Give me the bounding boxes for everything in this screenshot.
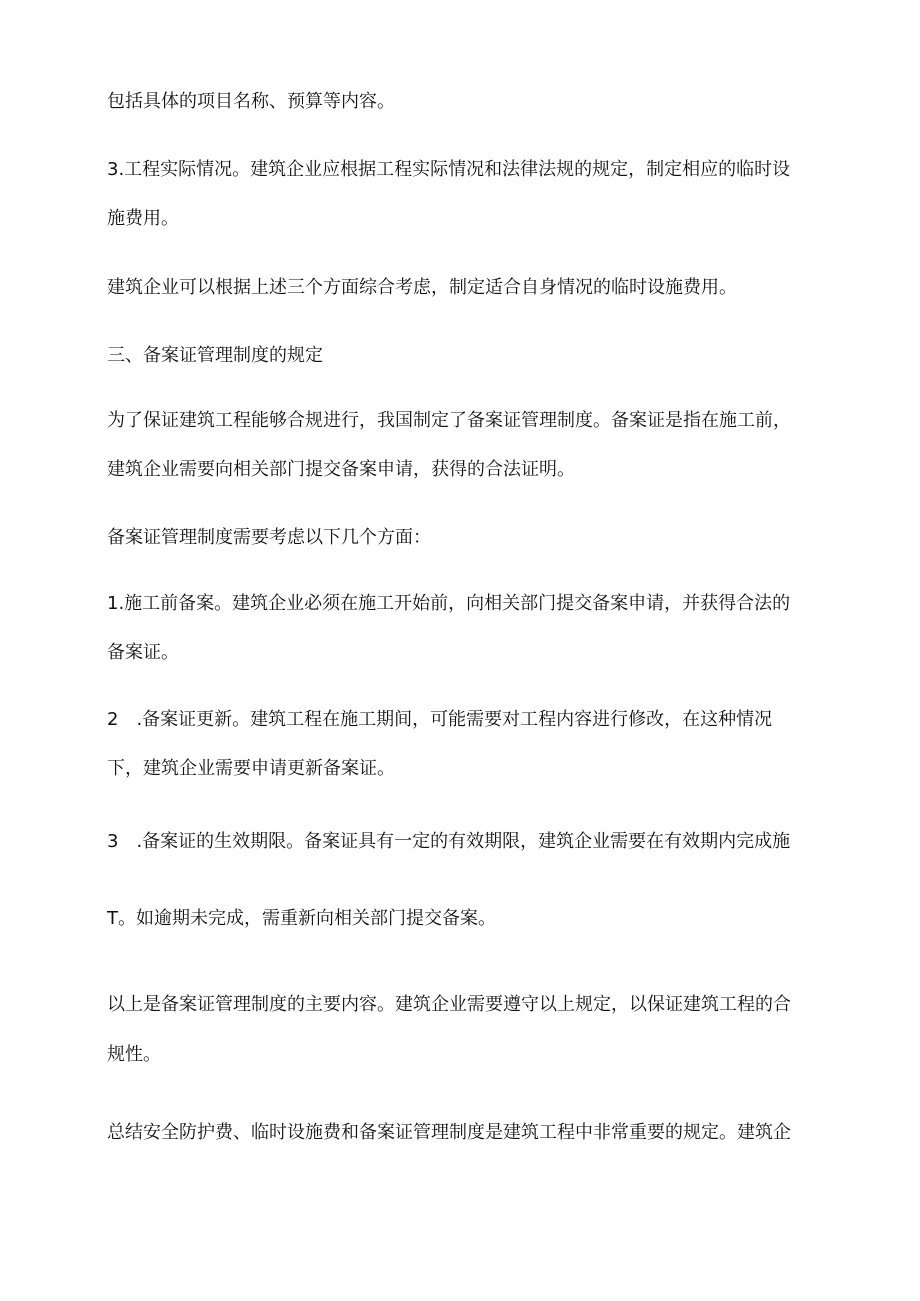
- text-line-1: 包括具体的项目名称、预算等内容。: [107, 91, 395, 112]
- text-line-10: 备案证。: [107, 642, 179, 663]
- text-line-4: 建筑企业可以根据上述三个方面综合考虑，制定适合自身情况的临时设施费用。: [107, 277, 737, 298]
- text-line-9: 1.施工前备案。建筑企业必须在施工开始前，向相关部门提交备案申请，并获得合法的: [107, 593, 791, 614]
- text-line-2: 3.工程实际情况。建筑企业应根据工程实际情况和法律法规的规定，制定相应的临时设: [107, 159, 791, 180]
- text-line-11: 2 .备案证更新。建筑工程在施工期间，可能需要对工程内容进行修改，在这种情况: [107, 709, 773, 730]
- text-line-3: 施费用。: [107, 208, 179, 229]
- text-line-15: 以上是备案证管理制度的主要内容。建筑企业需要遵守以上规定，以保证建筑工程的合: [107, 994, 791, 1015]
- text-line-6: 为了保证建筑工程能够合规进行，我国制定了备案证管理制度。备案证是指在施工前，: [107, 410, 791, 431]
- text-line-12: 下，建筑企业需要申请更新备案证。: [107, 758, 395, 779]
- text-line-14: T。如逾期未完成，需重新向相关部门提交备案。: [107, 908, 496, 929]
- text-line-17: 总结安全防护费、临时设施费和备案证管理制度是建筑工程中非常重要的规定。建筑企: [107, 1122, 791, 1143]
- section-heading: 三、备案证管理制度的规定: [107, 345, 323, 366]
- text-line-16: 规性。: [107, 1044, 161, 1065]
- text-line-13: 3 .备案证的生效期限。备案证具有一定的有效期限，建筑企业需要在有效期内完成施: [107, 831, 791, 852]
- text-line-7: 建筑企业需要向相关部门提交备案申请，获得的合法证明。: [107, 459, 575, 480]
- text-line-8: 备案证管理制度需要考虑以下几个方面：: [107, 527, 431, 548]
